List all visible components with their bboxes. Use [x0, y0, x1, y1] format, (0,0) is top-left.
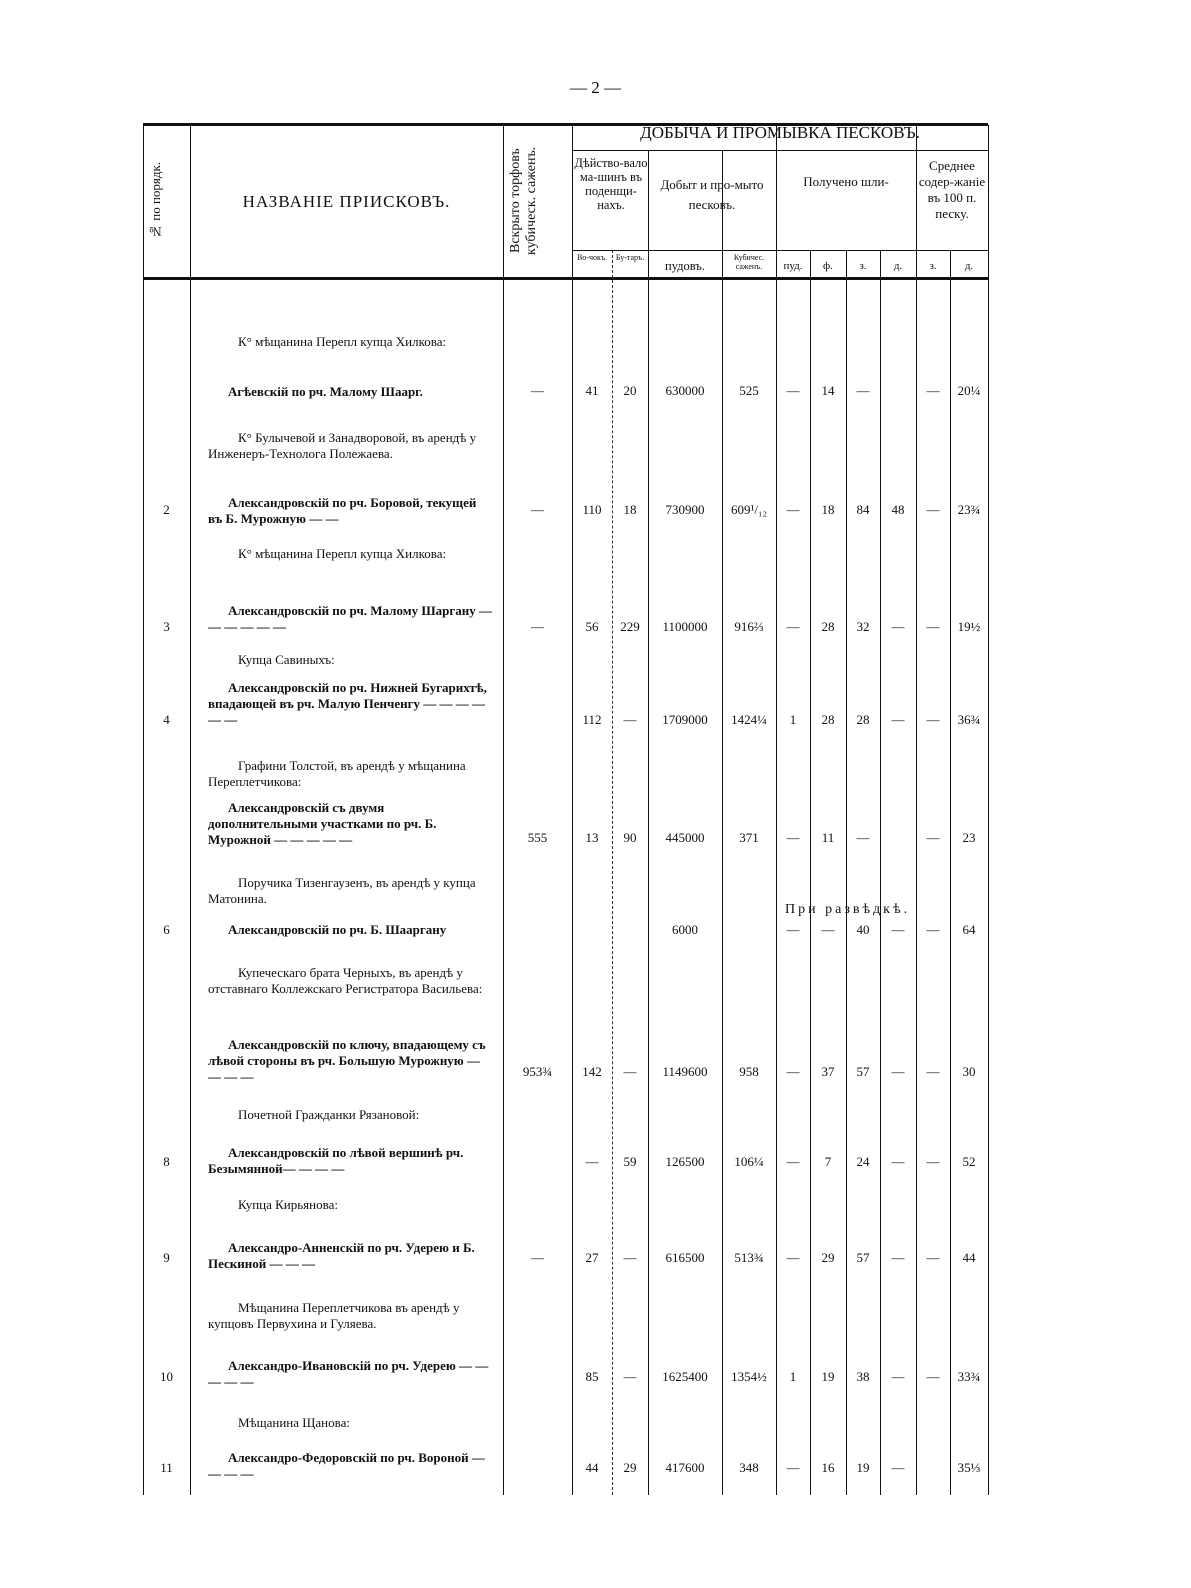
- table-cell: 35⅓: [957, 1460, 981, 1475]
- table-cell: 56: [585, 619, 599, 634]
- table-cell: 609¹/₁₂: [730, 502, 768, 517]
- table-cell: 1625400: [662, 1369, 708, 1384]
- table-cell: 1354½: [731, 1369, 767, 1384]
- header-name: НАЗВАНІЕ ПРІИСКОВЪ.: [242, 192, 451, 211]
- mine-name: Александровскій по рч. Нижней Бугарихтѣ, впадающей въ рч. Малую Пенченгу — — — — — —: [208, 680, 487, 727]
- table-cell: —: [531, 619, 544, 634]
- mine-name: Александровскій по ключу, впадающему съ лѣвой стороны въ рч. Большую Мурожную — — — —: [208, 1037, 486, 1084]
- table-cell: 916⅔: [734, 619, 764, 634]
- owner-text: К° мѣщанина Перепл купца Хилкова:: [238, 546, 447, 561]
- column-rule: [880, 250, 881, 1495]
- table-cell: 14: [821, 383, 835, 398]
- table-cell: —: [623, 1250, 637, 1265]
- table-cell: —: [891, 619, 905, 634]
- row-number: 3: [163, 619, 170, 634]
- row-number: 10: [160, 1369, 173, 1384]
- column-rule: [190, 125, 191, 1495]
- owner-text: Почетной Гражданки Рязановой:: [238, 1107, 420, 1122]
- owner-text: К° Булычевой и Занадворовой, въ арендѣ у Инженеръ-Технолога Полежаева.: [208, 430, 477, 461]
- table-cell: —: [623, 1064, 637, 1079]
- header-avg-sub: д.: [964, 260, 974, 272]
- table-cell: 110: [582, 502, 602, 517]
- table-cell: 64: [962, 922, 976, 937]
- column-rule: [916, 125, 917, 1495]
- table-cell: 1: [789, 712, 797, 727]
- mine-name: Александро-Анненскій по рч. Удерею и Б. Пескиной — — —: [208, 1240, 475, 1271]
- table-cell: 112: [582, 712, 602, 727]
- table-cell: 84: [856, 502, 870, 517]
- page-number: — 2 —: [570, 78, 621, 97]
- table-cell: 19: [821, 1369, 835, 1384]
- column-rule: [988, 125, 989, 1495]
- table-cell: —: [891, 1064, 905, 1079]
- table-cell: —: [786, 1064, 800, 1079]
- header-gold-sub: д.: [893, 260, 903, 272]
- table-cell: —: [531, 502, 544, 517]
- header-avg-sub: з.: [929, 260, 937, 272]
- table-cell: 16: [821, 1460, 835, 1475]
- header-gold-sub: з.: [859, 260, 867, 272]
- table-cell: 27: [585, 1250, 599, 1265]
- table-cell: 28: [821, 712, 835, 727]
- table-cell: 32: [856, 619, 870, 634]
- owner-text: Мѣщанина Переплетчикова въ арендѣ у купцовъ Первухина и Гуляева.: [208, 1300, 460, 1331]
- mine-name: Агѣевскій по рч. Малому Шаарг.: [228, 384, 423, 399]
- owner-text: Поручика Тизенгаузенъ, въ арендѣ у купца Матонина.: [208, 875, 476, 906]
- table-cell: 7: [824, 1154, 832, 1169]
- table-cell: 44: [585, 1460, 599, 1475]
- table-cell: 48: [891, 502, 905, 517]
- table-cell: 630000: [665, 383, 705, 398]
- table-cell: 1149600: [662, 1064, 708, 1079]
- table-cell: 1100000: [662, 619, 708, 634]
- table-cell: 348: [739, 1460, 759, 1475]
- table-cell: —: [585, 1154, 599, 1169]
- table-cell: —: [786, 1460, 800, 1475]
- table-cell: 142: [582, 1064, 602, 1079]
- table-cell: —: [891, 1250, 905, 1265]
- row-number: 6: [163, 922, 170, 937]
- table-cell: —: [821, 922, 835, 937]
- table-cell: 13: [585, 830, 599, 845]
- table-cell: 41: [585, 383, 599, 398]
- row-number: 11: [160, 1460, 173, 1475]
- table-cell: —: [786, 1250, 800, 1265]
- table-cell: 40: [856, 922, 870, 937]
- column-rule: [503, 125, 504, 1495]
- table-cell: —: [926, 1064, 940, 1079]
- table-cell: 57: [856, 1064, 870, 1079]
- mine-name: Александровскій по лѣвой вершинѣ рч. Безымянной— — — —: [208, 1145, 464, 1176]
- header-bottom-rule: [143, 277, 988, 280]
- table-cell: —: [856, 830, 870, 845]
- table-cell: 1: [789, 1369, 797, 1384]
- table-cell: 59: [623, 1154, 637, 1169]
- row-number: 8: [163, 1154, 170, 1169]
- table-cell: 126500: [665, 1154, 705, 1169]
- owner-text: Купеческаго брата Черныхъ, въ арендѣ у отставнаго Коллежскаго Регистратора Васильева:: [208, 965, 483, 996]
- table-cell: —: [786, 502, 800, 517]
- table-cell: —: [926, 1250, 940, 1265]
- header-gold: Получено шли-: [803, 174, 889, 189]
- table-cell: 30: [962, 1064, 976, 1079]
- table-cell: —: [926, 1154, 940, 1169]
- table-cell: 958: [739, 1064, 759, 1079]
- table-cell: 37: [821, 1064, 835, 1079]
- column-rule: [776, 125, 777, 1495]
- header-sand: Добыт и про-мыто песковъ.: [660, 177, 764, 212]
- subheader-rule: [572, 250, 988, 251]
- table-cell: —: [926, 502, 940, 517]
- owner-text: К° мѣщанина Перепл купца Хилкова:: [238, 334, 447, 349]
- table-cell: 616500: [665, 1250, 705, 1265]
- table-cell: 52: [962, 1154, 976, 1169]
- owner-text: Купца Савиныхъ:: [238, 652, 335, 667]
- table-cell: 36¾: [957, 712, 981, 727]
- table-cell: 57: [856, 1250, 870, 1265]
- header-group-title: ДОБЫЧА И ПРОМЫВКА ПЕСКОВЪ.: [640, 123, 920, 142]
- table-cell: 18: [821, 502, 835, 517]
- table-cell: 44: [962, 1250, 976, 1265]
- column-rule: [143, 125, 144, 1495]
- group-rule: [572, 150, 988, 151]
- table-cell: 1709000: [662, 712, 708, 727]
- table-cell: —: [891, 1154, 905, 1169]
- table-cell: 525: [739, 383, 759, 398]
- table-cell: 19½: [957, 619, 981, 634]
- table-cell: 38: [856, 1369, 870, 1384]
- table-cell: —: [926, 383, 940, 398]
- mine-name: Александро-Федоровскій по рч. Вороной — — — —: [208, 1450, 485, 1481]
- table-cell: —: [926, 619, 940, 634]
- mine-name: Александровскій по рч. Б. Шааргану: [228, 922, 447, 937]
- mine-name: Александро-Ивановскій по рч. Удерею — — — — —: [208, 1358, 489, 1389]
- table-cell: 106¼: [734, 1154, 764, 1169]
- column-rule: [648, 150, 649, 1495]
- mine-name: Александровскій съ двумя дополнительными участками по рч. Б. Мурожной — — — — —: [208, 800, 437, 847]
- table-cell: 953¾: [522, 1064, 553, 1079]
- owner-text: Купца Кирьянова:: [238, 1197, 338, 1212]
- row-number: 2: [163, 502, 170, 517]
- table-cell: —: [786, 830, 800, 845]
- table-cell: —: [786, 922, 800, 937]
- table-cell: 555: [527, 830, 548, 845]
- table-cell: —: [786, 619, 800, 634]
- header-gold-sub: пуд.: [783, 260, 803, 272]
- mine-name: Александровскій по рч. Боровой, текущей въ Б. Мурожную — —: [208, 495, 477, 526]
- header-sand-sub: Кубичес. саженъ.: [733, 253, 765, 271]
- header-workers-sub: Бу-таръ.: [615, 253, 645, 262]
- column-rule: [572, 125, 573, 1495]
- table-cell: —: [623, 1369, 637, 1384]
- owner-text: Мѣщанина Щанова:: [238, 1415, 350, 1430]
- table-cell: 24: [856, 1154, 870, 1169]
- header-avg: Среднее содер-жаніе въ 100 п. песку.: [918, 158, 986, 221]
- column-rule: [846, 250, 847, 1495]
- table-cell: 23: [962, 830, 976, 845]
- column-rule: [722, 150, 723, 1495]
- table-cell: —: [786, 383, 800, 398]
- column-rule-dashed: [612, 250, 613, 1495]
- table-cell: —: [531, 1250, 544, 1265]
- table-cell: 28: [856, 712, 870, 727]
- table-cell: 90: [623, 830, 637, 845]
- table-cell: —: [623, 712, 637, 727]
- owner-text: Графини Толстой, въ арендѣ у мѣщанина Переплетчикова:: [208, 758, 466, 789]
- header-number: № по порядк.: [148, 161, 163, 239]
- table-cell: —: [856, 383, 870, 398]
- table-cell: —: [891, 1369, 905, 1384]
- row-note: При развѣдкѣ.: [785, 902, 911, 917]
- table-cell: 28: [821, 619, 835, 634]
- table-cell: —: [926, 830, 940, 845]
- table-cell: —: [786, 1154, 800, 1169]
- column-rule: [810, 250, 811, 1495]
- table-cell: —: [891, 922, 905, 937]
- table-cell: —: [531, 383, 544, 398]
- table-cell: 18: [623, 502, 637, 517]
- table-cell: 29: [821, 1250, 835, 1265]
- header-torf: Вскрыто торфовъ кубическ. саженъ.: [508, 146, 539, 255]
- header-workers: Дѣйство-вало ма-шинъ въ поденщи-нахъ.: [574, 156, 648, 212]
- table-cell: 23¾: [957, 502, 981, 517]
- column-rule: [950, 250, 951, 1495]
- table-cell: 33¾: [957, 1369, 981, 1384]
- header-workers-sub: Во-чокъ.: [576, 253, 608, 262]
- header-sand-sub: пудовъ.: [665, 259, 705, 273]
- table-cell: 20¼: [957, 383, 981, 398]
- header-gold-sub: ф.: [823, 260, 833, 272]
- table-cell: 229: [620, 619, 640, 634]
- row-number: 4: [163, 712, 170, 727]
- table-cell: —: [926, 922, 940, 937]
- table-cell: 1424¼: [731, 712, 767, 727]
- table-cell: —: [926, 712, 940, 727]
- table-cell: 19: [856, 1460, 870, 1475]
- table-cell: 371: [739, 830, 759, 845]
- table-cell: 85: [585, 1369, 599, 1384]
- table-cell: 20: [623, 383, 637, 398]
- table-cell: —: [926, 1369, 940, 1384]
- table-cell: 513¾: [734, 1250, 764, 1265]
- table-cell: 11: [821, 830, 835, 845]
- table-cell: —: [891, 712, 905, 727]
- table-cell: —: [891, 1460, 905, 1475]
- row-number: 9: [163, 1250, 170, 1265]
- table-cell: 29: [623, 1460, 637, 1475]
- table-cell: 445000: [665, 830, 705, 845]
- table-cell: 730900: [665, 502, 705, 517]
- table-cell: 6000: [672, 922, 698, 937]
- mine-name: Александровскій по рч. Малому Шаргану — — — — — —: [208, 603, 492, 634]
- table-cell: 417600: [665, 1460, 705, 1475]
